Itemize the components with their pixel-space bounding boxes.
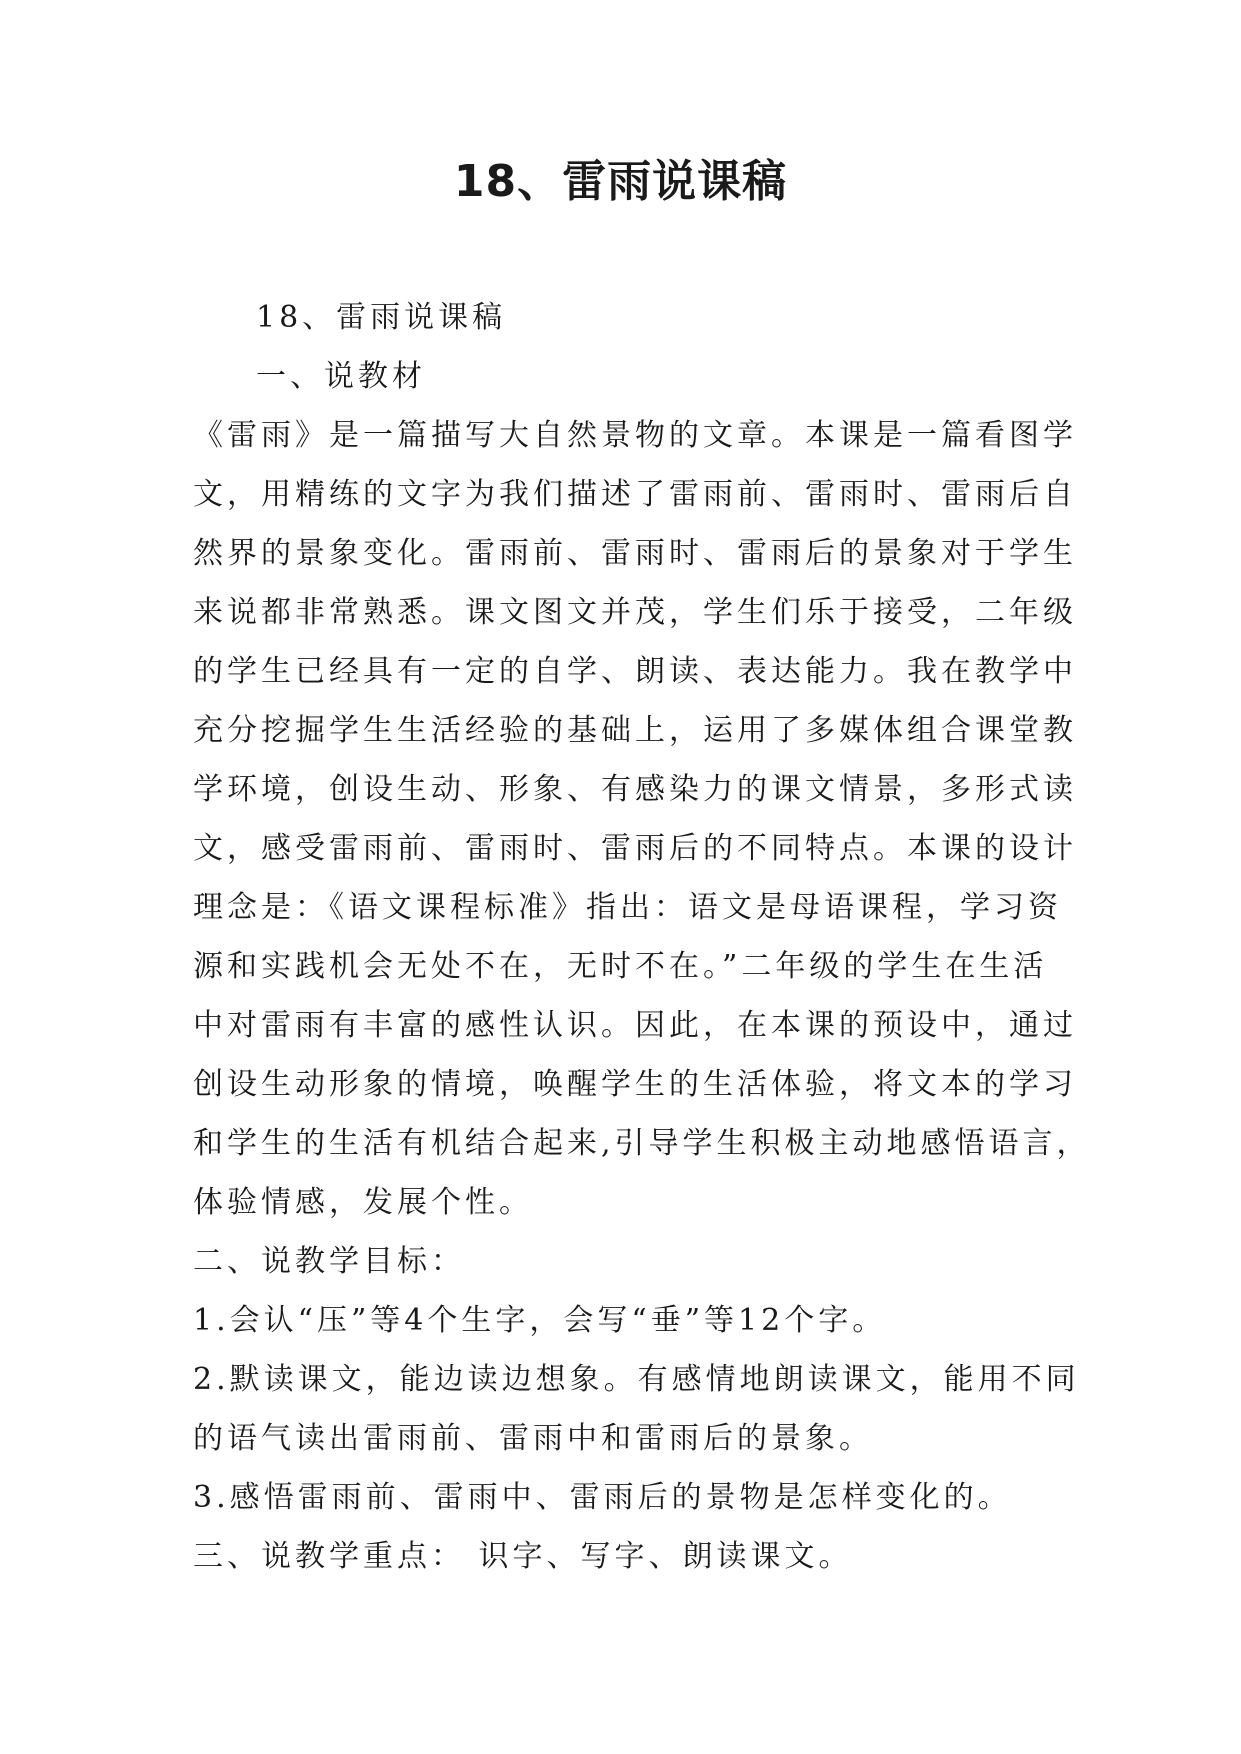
lesson-heading: 18、雷雨说课稿 bbox=[256, 300, 507, 335]
paragraph-line: 中对雷雨有丰富的感性认识。因此，在本课的预设中，通过 bbox=[193, 1008, 1077, 1043]
paragraph-line: 的学生已经具有一定的自学、朗读、表达能力。我在教学中 bbox=[193, 654, 1077, 689]
objective-item: 2.默读课文，能边读边想象。有感情地朗读课文，能用不同 bbox=[193, 1362, 1080, 1397]
paragraph-line: 和学生的生活有机结合起来,引导学生积极主动地感悟语言， bbox=[193, 1126, 1091, 1161]
objective-item-continued: 的语气读出雷雨前、雷雨中和雷雨后的景象。 bbox=[193, 1421, 873, 1456]
section-heading-textbook: 一、说教材 bbox=[256, 359, 426, 394]
paragraph-line: 充分挖掘学生生活经验的基础上，运用了多媒体组合课堂教 bbox=[193, 713, 1077, 748]
paragraph-line: 创设生动形象的情境，唤醒学生的生活体验，将文本的学习 bbox=[193, 1067, 1077, 1102]
paragraph-line: 理念是：《语文课程标准》指出：语文是母语课程，学习资 bbox=[193, 890, 1062, 925]
document-title: 18、雷雨说课稿 bbox=[453, 156, 788, 207]
paragraph-line: 体验情感，发展个性。 bbox=[193, 1185, 533, 1220]
paragraph-line: 文，感受雷雨前、雷雨时、雷雨后的不同特点。本课的设计 bbox=[193, 831, 1077, 866]
paragraph-line: 学环境，创设生动、形象、有感染力的课文情景，多形式读 bbox=[193, 772, 1077, 807]
objective-item: 1.会认“压”等4个生字，会写“垂”等12个字。 bbox=[193, 1303, 887, 1338]
document-body bbox=[193, 288, 1091, 1586]
section-heading-key-points: 三、说教学重点： 识字、写字、朗读课文。 bbox=[193, 1539, 853, 1574]
paragraph-line: 来说都非常熟悉。课文图文并茂，学生们乐于接受，二年级 bbox=[193, 595, 1077, 630]
paragraph-line: 文，用精练的文字为我们描述了雷雨前、雷雨时、雷雨后自 bbox=[193, 477, 1077, 512]
section-heading-objectives: 二、说教学目标： bbox=[193, 1244, 465, 1279]
paragraph-line: 源和实践机会无处不在，无时不在。”二年级的学生在生活 bbox=[193, 949, 1048, 984]
paragraph-line: 然界的景象变化。雷雨前、雷雨时、雷雨后的景象对于学生 bbox=[193, 536, 1077, 571]
paragraph-line: 《雷雨》是一篇描写大自然景物的文章。本课是一篇看图学 bbox=[193, 418, 1077, 453]
objective-item: 3.感悟雷雨前、雷雨中、雷雨后的景物是怎样变化的。 bbox=[193, 1480, 1012, 1515]
